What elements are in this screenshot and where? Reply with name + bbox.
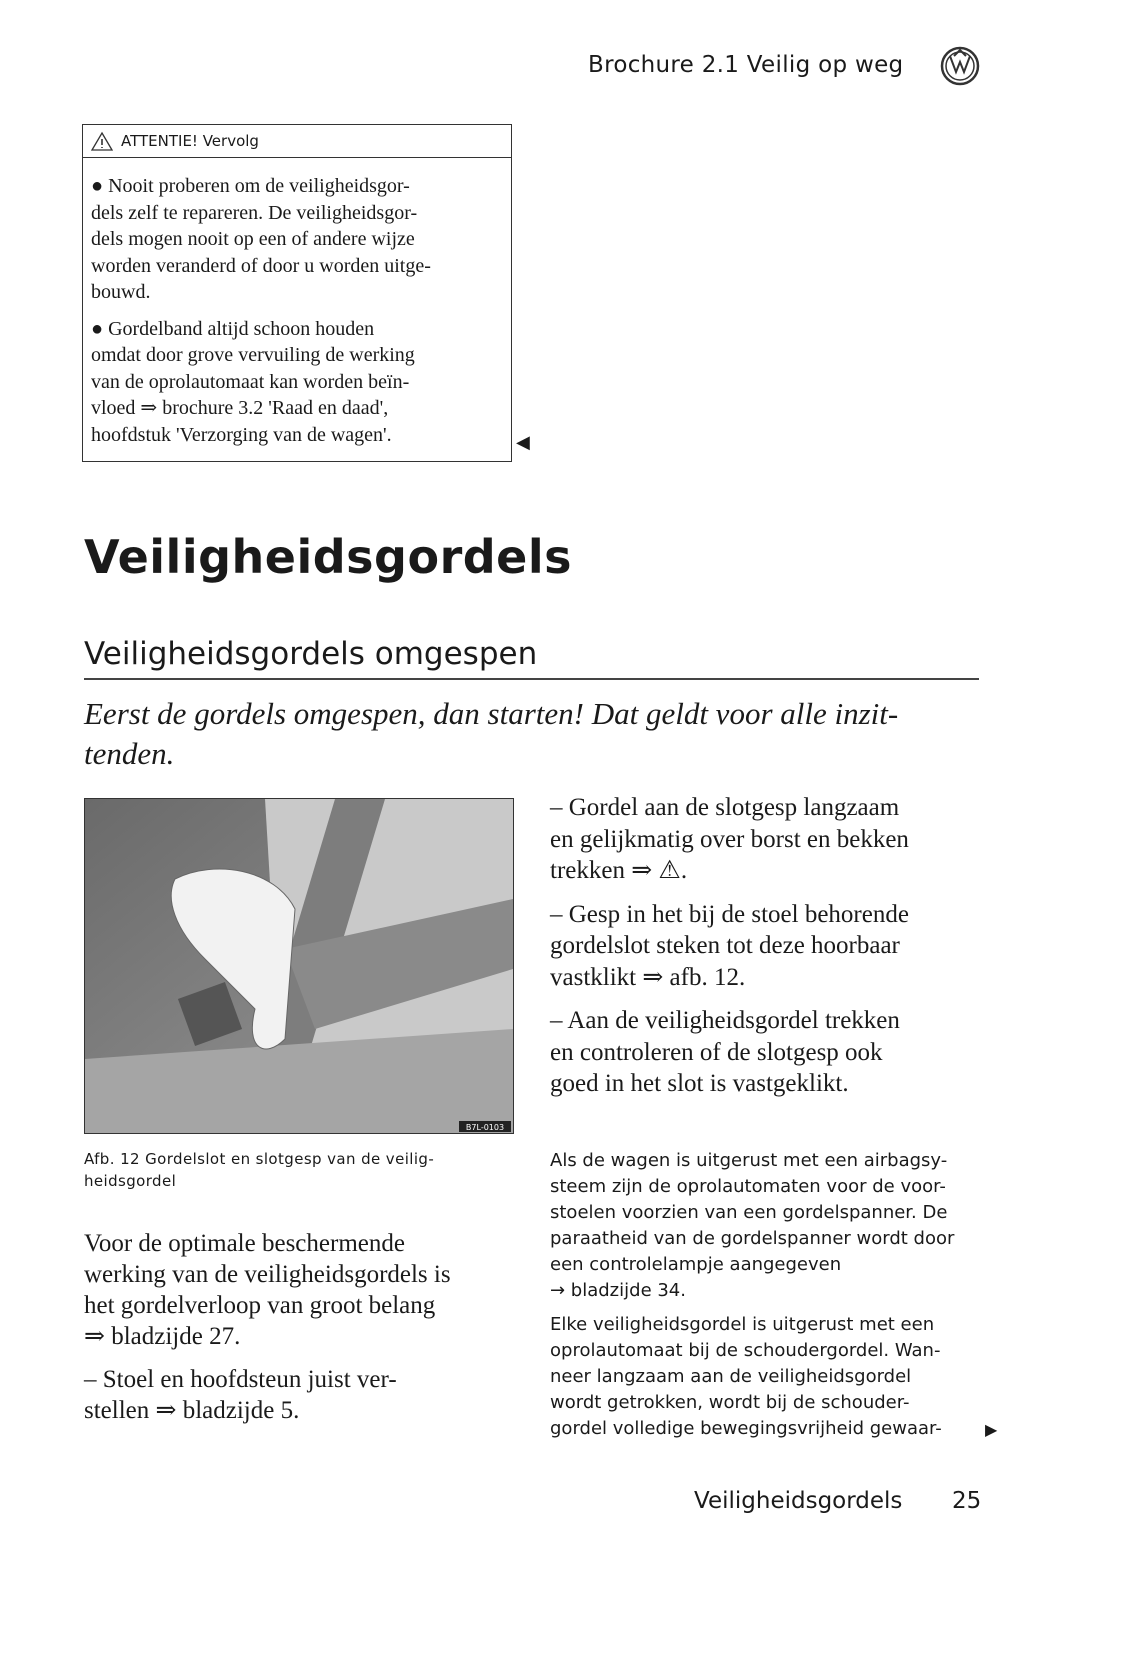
- section-title: Veiligheidsgordels omgespen: [84, 636, 538, 672]
- body-paragraph: [84, 1228, 451, 1352]
- steps-list: [550, 792, 909, 1100]
- figure-code: B7L-0103: [465, 1123, 505, 1132]
- text-line: dels mogen nooit op een of andere wijze: [91, 228, 415, 250]
- warning-title: ATTENTIE! Vervolg: [121, 132, 259, 150]
- text-line: paraatheid van de gordelspanner wordt door: [550, 1228, 955, 1249]
- text-line: – Gordel aan de slotgesp langzaam: [550, 794, 900, 821]
- continued-from-marker: ◀: [516, 432, 530, 453]
- text-line: ⇒ bladzijde 27.: [84, 1323, 241, 1350]
- note-paragraph: [550, 1148, 954, 1304]
- text-line: wordt getrokken, wordt bij de schouder-: [550, 1392, 910, 1413]
- step-item: [550, 792, 909, 887]
- text-line: trekken ⇒ ⚠.: [550, 857, 688, 884]
- seatbelt-photo: [84, 798, 514, 1134]
- text-line: gordelslot steken tot deze hoorbaar: [550, 932, 900, 959]
- text-line: – Gesp in het bij de stoel behorende: [550, 900, 909, 928]
- text-line: Afb. 12 Gordelslot en slotgesp van de veilig-: [84, 1150, 435, 1168]
- text-line: gordel volledige bewegingsvrijheid gewaar-: [550, 1418, 942, 1439]
- text-line: Als de wagen is uitgerust met een airbagsy-: [550, 1150, 948, 1171]
- text-line: worden veranderd of door u worden uitge-: [91, 254, 431, 277]
- text-line: het gordelverloop van groot belang: [84, 1292, 436, 1319]
- vw-logo: [940, 46, 980, 86]
- text-line: dels zelf te repareren. De veiligheidsgor-: [91, 201, 418, 224]
- text-line: vloed ⇒ brochure 3.2 'Raad en daad',: [91, 397, 389, 419]
- text-line: stellen ⇒ bladzijde 5.: [84, 1397, 300, 1424]
- text-line: neer langzaam aan de veiligheidsgordel: [550, 1366, 912, 1387]
- text-line: Voor de optimale beschermende: [84, 1230, 405, 1257]
- text-line: steem zijn de oprolautomaten voor de voor-: [550, 1176, 946, 1197]
- continued-marker: ▶: [985, 1420, 998, 1439]
- warning-triangle-icon: [91, 131, 113, 151]
- step-item: [550, 1005, 909, 1100]
- footer-section: Veiligheidsgordels: [694, 1488, 903, 1514]
- warning-header: [83, 125, 511, 158]
- text-line: goed in het slot is vastgeklikt.: [550, 1070, 849, 1097]
- text-line: ● Nooit proberen om de veiligheidsgor-: [91, 175, 410, 197]
- text-line: – Aan de veiligheidsgordel trekken: [550, 1007, 900, 1034]
- notes: [550, 1148, 954, 1442]
- step-item: [550, 899, 909, 994]
- note-paragraph: [550, 1312, 954, 1442]
- warning-bullet: [83, 316, 511, 449]
- lead-text: [84, 694, 898, 774]
- left-body: [84, 1228, 451, 1426]
- step-item: [84, 1364, 451, 1426]
- text-line: → bladzijde 34.: [550, 1280, 686, 1301]
- text-line: en gelijkmatig over borst en bekken: [550, 825, 909, 853]
- text-line: Elke veiligheidsgordel is uitgerust met een: [550, 1314, 935, 1335]
- text-line: omdat door grove vervuiling de werking: [91, 344, 415, 366]
- figure-caption: [84, 1148, 434, 1192]
- section-divider: [84, 678, 979, 680]
- text-line: tenden.: [84, 736, 175, 771]
- text-line: ● Gordelband altijd schoon houden: [91, 317, 375, 340]
- text-line: oprolautomaat bij de schoudergordel. Wan-: [550, 1340, 941, 1361]
- page-number: 25: [952, 1488, 982, 1514]
- chapter-title: Veiligheidsgordels: [84, 530, 573, 584]
- text-line: hoofdstuk 'Verzorging van de wagen'.: [91, 423, 392, 446]
- text-line: bouwd.: [91, 281, 151, 303]
- text-line: vastklikt ⇒ afb. 12.: [550, 963, 746, 991]
- text-line: heidsgordel: [84, 1172, 177, 1190]
- text-line: een controlelampje aangegeven: [550, 1254, 842, 1275]
- text-line: van de oprolautomaat kan worden beïn-: [91, 370, 410, 393]
- text-line: stoelen voorzien van een gordelspanner. De: [550, 1202, 948, 1223]
- text-line: – Stoel en hoofdsteun juist ver-: [84, 1366, 397, 1393]
- text-line: werking van de veiligheidsgordels is: [84, 1261, 451, 1288]
- text-line: Eerst de gordels omgespen, dan starten! Dat geldt voor alle inzit-: [84, 696, 899, 731]
- warning-bullet: [83, 173, 511, 306]
- text-line: en controleren of de slotgesp ook: [550, 1038, 883, 1066]
- warning-box: [82, 124, 512, 462]
- running-header: Brochure 2.1 Veilig op weg: [588, 52, 904, 78]
